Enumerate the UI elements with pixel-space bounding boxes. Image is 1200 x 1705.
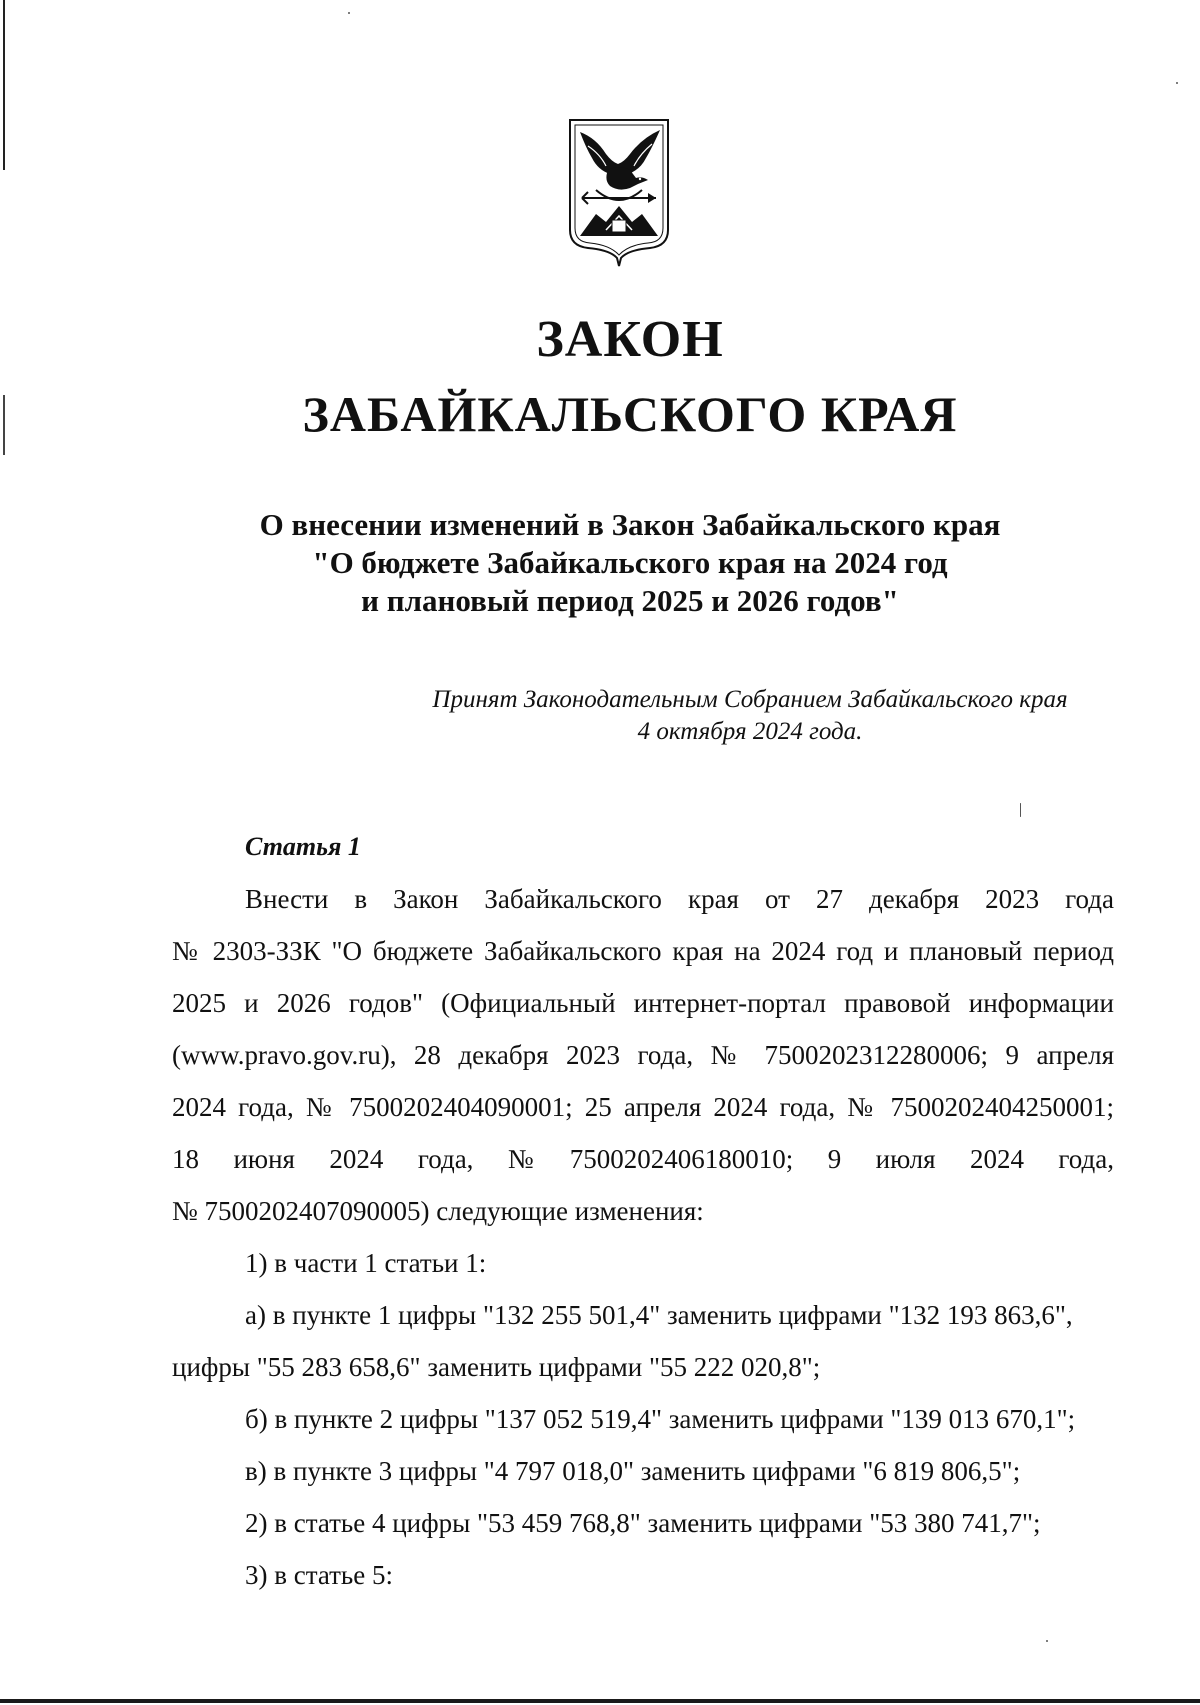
paragraph-line: 2024 года, № 7500202404090001; 25 апреля 2024 года, № 7500202404250001; <box>172 1092 1114 1122</box>
scan-edge-artifact <box>3 0 5 170</box>
coat-of-arms-emblem <box>566 118 672 268</box>
paragraph-line: № 2303-ЗЗК "О бюджете Забайкальского края на 2024 год и плановый период <box>172 936 1114 966</box>
region-heading: ЗАБАЙКАЛЬСКОГО КРАЯ <box>302 386 958 442</box>
list-item: б) в пункте 2 цифры "137 052 519,4" заменить цифрами "139 013 670,1"; <box>245 1404 1076 1434</box>
list-item: в) в пункте 3 цифры "4 797 018,0" заменить цифрами "6 819 806,5"; <box>245 1456 1021 1486</box>
article-heading: Статья 1 <box>245 832 361 861</box>
list-item: 3) в статье 5: <box>245 1560 393 1590</box>
law-subject-title <box>0 506 1200 620</box>
law-heading: ЗАКОН <box>536 311 724 368</box>
list-item: 2) в статье 4 цифры "53 459 768,8" заменить цифрами "53 380 741,7"; <box>245 1508 1041 1538</box>
list-item-continuation: цифры "55 283 658,6" заменить цифрами "55 222 020,8"; <box>172 1352 821 1382</box>
adoption-date: 4 октября 2024 года. <box>637 718 863 745</box>
scan-speck <box>1176 82 1178 84</box>
adoption-line: Принят Законодательным Собранием Забайкальского края <box>432 686 1068 713</box>
scan-speck <box>1046 1640 1048 1642</box>
subject-line: и плановый период 2025 и 2026 годов" <box>361 583 899 618</box>
scan-speck <box>348 12 350 14</box>
adoption-note <box>0 684 1200 748</box>
list-item: 1) в части 1 статьи 1: <box>245 1248 487 1278</box>
paragraph-line: № 7500202407090005) следующие изменения: <box>172 1196 704 1226</box>
list-item: а) в пункте 1 цифры "132 255 501,4" заменить цифрами "132 193 863,6", <box>245 1300 1073 1330</box>
subject-line: "О бюджете Забайкальского края на 2024 год <box>312 545 948 580</box>
paragraph-line: 18 июня 2024 года, № 7500202406180010; 9 июля 2024 года, <box>172 1144 1114 1174</box>
paragraph-line: Внести в Закон Забайкальского края от 27 декабря 2023 года <box>245 884 1114 914</box>
scan-speck <box>1020 803 1021 817</box>
subject-line: О внесении изменений в Закон Забайкальского края <box>259 507 1001 542</box>
paragraph-line: (www.pravo.gov.ru), 28 декабря 2023 года, № 7500202312280006; 9 апреля <box>172 1040 1114 1070</box>
article-intro-paragraph <box>172 873 1114 1237</box>
scan-bottom-border <box>0 1699 1200 1703</box>
paragraph-line: 2025 и 2026 годов" (Официальный интернет-портал правовой информации <box>172 988 1114 1018</box>
